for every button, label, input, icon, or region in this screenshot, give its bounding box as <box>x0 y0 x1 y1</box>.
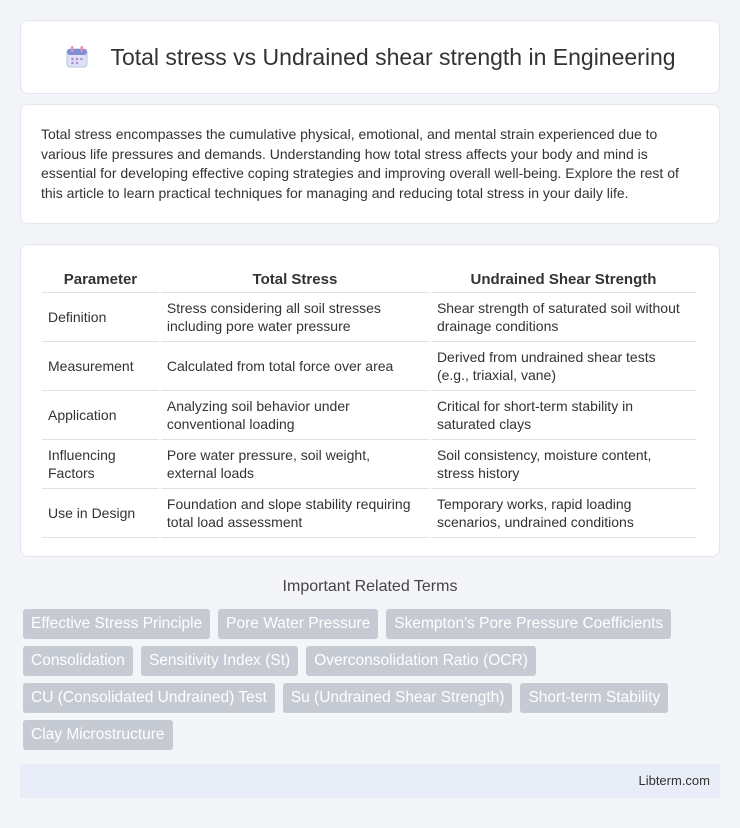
comparison-table-card <box>20 244 720 557</box>
related-terms-heading: Important Related Terms <box>282 578 458 595</box>
related-term-tag[interactable]: Short-term Stability <box>520 683 668 713</box>
footer-site-link[interactable]: Libterm.com <box>638 773 710 788</box>
comparison-table <box>40 263 698 538</box>
table-row <box>42 489 696 538</box>
table-header-row <box>42 263 696 293</box>
table-row <box>42 391 696 440</box>
column-header: Undrained Shear Strength <box>431 263 696 293</box>
table-cell: Soil consistency, moisture content, stress history <box>431 440 696 489</box>
related-terms-list <box>23 609 723 757</box>
related-term-tag[interactable]: Consolidation <box>23 646 133 676</box>
table-cell: Application <box>42 391 159 440</box>
table-cell: Stress considering all soil stresses including pore water pressure <box>161 293 429 342</box>
intro-card <box>20 104 720 224</box>
column-header: Total Stress <box>161 263 429 293</box>
table-cell: Measurement <box>42 342 159 391</box>
related-term-tag[interactable]: Pore Water Pressure <box>218 609 378 639</box>
related-term-tag[interactable]: Clay Microstructure <box>23 720 173 750</box>
related-term-tag[interactable]: Skempton's Pore Pressure Coefficients <box>386 609 671 639</box>
related-term-tag[interactable]: Sensitivity Index (St) <box>141 646 298 676</box>
table-cell: Pore water pressure, soil weight, external loads <box>161 440 429 489</box>
footer <box>20 764 720 798</box>
calendar-icon <box>64 44 90 70</box>
table-row <box>42 293 696 342</box>
related-term-tag[interactable]: Effective Stress Principle <box>23 609 210 639</box>
table-cell: Temporary works, rapid loading scenarios, undrained conditions <box>431 489 696 538</box>
table-cell: Foundation and slope stability requiring total load assessment <box>161 489 429 538</box>
table-cell: Critical for short-term stability in saturated clays <box>431 391 696 440</box>
related-term-tag[interactable]: CU (Consolidated Undrained) Test <box>23 683 275 713</box>
table-cell: Influencing Factors <box>42 440 159 489</box>
table-row <box>42 342 696 391</box>
table-cell: Use in Design <box>42 489 159 538</box>
table-cell: Analyzing soil behavior under conventional loading <box>161 391 429 440</box>
column-header: Parameter <box>42 263 159 293</box>
table-cell: Derived from undrained shear tests (e.g., triaxial, vane) <box>431 342 696 391</box>
related-term-tag[interactable]: Su (Undrained Shear Strength) <box>283 683 513 713</box>
table-cell: Shear strength of saturated soil without drainage conditions <box>431 293 696 342</box>
intro-paragraph: Total stress encompasses the cumulative physical, emotional, and mental strain experienced due to various life pressures and demands. Understanding how total stress affects your body and mind is essential for developing effective coping strategies and improving overall well-being. Explore the rest of this article to learn practical techniques for managing and reducing total stress in your daily life. <box>41 126 679 201</box>
page-title: Total stress vs Undrained shear strength in Engineering <box>110 43 676 70</box>
table-cell: Definition <box>42 293 159 342</box>
related-term-tag[interactable]: Overconsolidation Ratio (OCR) <box>306 646 536 676</box>
table-cell: Calculated from total force over area <box>161 342 429 391</box>
table-row <box>42 440 696 489</box>
header-card <box>20 20 720 94</box>
